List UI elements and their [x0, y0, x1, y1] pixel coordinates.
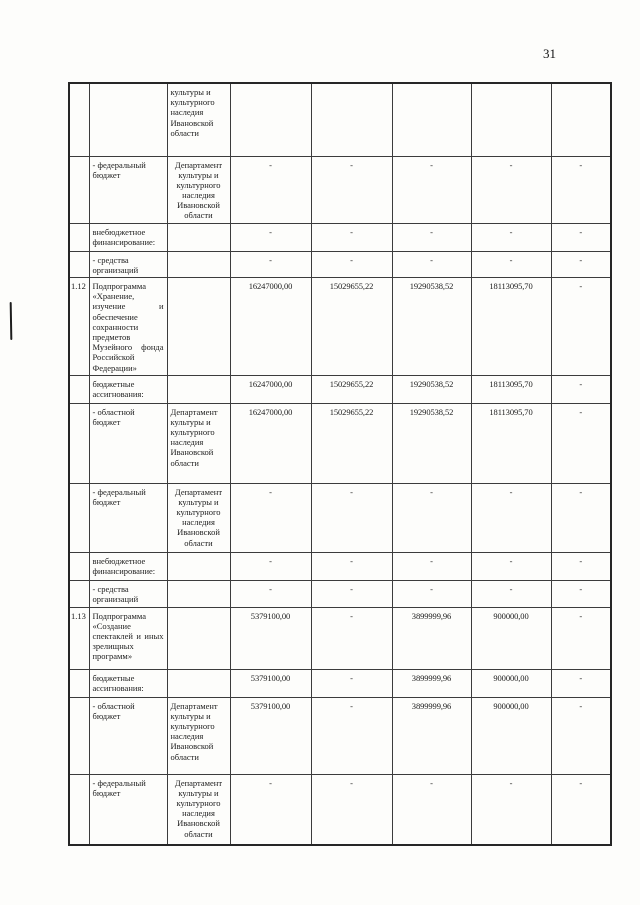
- table-row: [69, 669, 611, 697]
- table-row: [69, 697, 611, 774]
- value-cell: 18113095,70: [471, 403, 551, 483]
- label-cell: - областной бюджет: [89, 403, 167, 483]
- value-cell: -: [471, 552, 551, 580]
- value-cell: -: [311, 156, 392, 223]
- value-cell: 19290538,52: [392, 278, 471, 376]
- table-row: [69, 774, 611, 845]
- value-cell: -: [392, 223, 471, 251]
- row-number-cell: 1.13: [69, 607, 89, 669]
- value-cell: -: [392, 552, 471, 580]
- label-cell: - федеральный бюджет: [89, 156, 167, 223]
- label-cell: - средства организаций: [89, 580, 167, 607]
- value-cell: -: [551, 375, 611, 403]
- value-cell: -: [230, 251, 311, 277]
- value-cell: -: [551, 223, 611, 251]
- agency-cell: [167, 251, 230, 277]
- label-cell: бюджетные ассигнования:: [89, 669, 167, 697]
- value-cell: -: [311, 774, 392, 845]
- row-number-cell: [69, 251, 89, 277]
- value-cell: -: [311, 697, 392, 774]
- row-number-cell: 1.12: [69, 278, 89, 376]
- value-cell: -: [392, 774, 471, 845]
- budget-table: [68, 82, 612, 846]
- value-cell: -: [551, 669, 611, 697]
- agency-cell: [167, 278, 230, 376]
- value-cell: 15029655,22: [311, 403, 392, 483]
- value-cell: 16247000,00: [230, 278, 311, 376]
- agency-cell: [167, 607, 230, 669]
- value-cell: -: [551, 251, 611, 277]
- value-cell: 16247000,00: [230, 375, 311, 403]
- value-cell: 19290538,52: [392, 403, 471, 483]
- row-number-cell: [69, 774, 89, 845]
- value-cell: 16247000,00: [230, 403, 311, 483]
- value-cell: 15029655,22: [311, 375, 392, 403]
- value-cell: -: [471, 774, 551, 845]
- table-body: [69, 83, 611, 845]
- agency-cell: Департамент культуры и культурного наследия Ивановской области: [167, 774, 230, 845]
- table-row: [69, 156, 611, 223]
- table-row: [69, 223, 611, 251]
- agency-cell: [167, 223, 230, 251]
- value-cell: -: [230, 156, 311, 223]
- value-cell: -: [392, 251, 471, 277]
- value-cell: 3899999,96: [392, 697, 471, 774]
- label-cell: - федеральный бюджет: [89, 774, 167, 845]
- agency-cell: [167, 580, 230, 607]
- value-cell: -: [311, 483, 392, 552]
- agency-cell: Департамент культуры и культурного наследия Ивановской области: [167, 697, 230, 774]
- agency-cell: [167, 669, 230, 697]
- value-cell: -: [230, 223, 311, 251]
- value-cell: 900000,00: [471, 607, 551, 669]
- value-cell: -: [392, 156, 471, 223]
- row-number-cell: [69, 403, 89, 483]
- value-cell: -: [311, 552, 392, 580]
- value-cell: 5379100,00: [230, 669, 311, 697]
- row-number-cell: [69, 83, 89, 156]
- agency-cell: [167, 375, 230, 403]
- row-number-cell: [69, 669, 89, 697]
- value-cell: [471, 83, 551, 156]
- value-cell: 15029655,22: [311, 278, 392, 376]
- value-cell: -: [230, 774, 311, 845]
- row-number-cell: [69, 156, 89, 223]
- value-cell: -: [471, 251, 551, 277]
- value-cell: 3899999,96: [392, 607, 471, 669]
- value-cell: -: [230, 580, 311, 607]
- value-cell: -: [551, 552, 611, 580]
- table-row: [69, 83, 611, 156]
- value-cell: -: [471, 483, 551, 552]
- table-row: [69, 278, 611, 376]
- table-row: [69, 483, 611, 552]
- value-cell: 19290538,52: [392, 375, 471, 403]
- value-cell: -: [551, 156, 611, 223]
- value-cell: 18113095,70: [471, 375, 551, 403]
- value-cell: 5379100,00: [230, 607, 311, 669]
- value-cell: -: [230, 552, 311, 580]
- row-number-cell: [69, 375, 89, 403]
- table-row: [69, 375, 611, 403]
- value-cell: -: [311, 251, 392, 277]
- label-cell: - федеральный бюджет: [89, 483, 167, 552]
- value-cell: -: [551, 483, 611, 552]
- value-cell: -: [551, 278, 611, 376]
- table-row: [69, 251, 611, 277]
- value-cell: -: [311, 223, 392, 251]
- value-cell: -: [392, 483, 471, 552]
- label-cell: Подпрограмма «Создание спектаклей и иных зрелищных программ»: [89, 607, 167, 669]
- value-cell: [551, 83, 611, 156]
- label-cell: бюджетные ассигнования:: [89, 375, 167, 403]
- label-cell: Подпрограмма «Хранение, изучение и обеспечение сохранности предметов Музейного фонда Российской Федерации»: [89, 278, 167, 376]
- value-cell: -: [230, 483, 311, 552]
- value-cell: 3899999,96: [392, 669, 471, 697]
- page-number: 31: [543, 46, 556, 61]
- table-row: [69, 580, 611, 607]
- value-cell: [230, 83, 311, 156]
- label-cell: - областной бюджет: [89, 697, 167, 774]
- value-cell: -: [471, 156, 551, 223]
- row-number-cell: [69, 580, 89, 607]
- value-cell: -: [392, 580, 471, 607]
- value-cell: 900000,00: [471, 669, 551, 697]
- value-cell: [392, 83, 471, 156]
- agency-cell: Департамент культуры и культурного наследия Ивановской области: [167, 403, 230, 483]
- value-cell: -: [471, 223, 551, 251]
- agency-cell: Департамент культуры и культурного наследия Ивановской области: [167, 156, 230, 223]
- row-number-cell: [69, 552, 89, 580]
- label-cell: [89, 83, 167, 156]
- row-number-cell: [69, 697, 89, 774]
- agency-cell: Департамент культуры и культурного наследия Ивановской области: [167, 483, 230, 552]
- label-cell: - средства организаций: [89, 251, 167, 277]
- label-cell: внебюджетное финансирование:: [89, 552, 167, 580]
- label-cell: внебюджетное финансирование:: [89, 223, 167, 251]
- table-row: [69, 552, 611, 580]
- row-number-cell: [69, 483, 89, 552]
- agency-cell: культуры и культурного наследия Ивановской области: [167, 83, 230, 156]
- value-cell: 5379100,00: [230, 697, 311, 774]
- value-cell: -: [311, 580, 392, 607]
- value-cell: -: [311, 607, 392, 669]
- value-cell: -: [471, 580, 551, 607]
- scan-artifact-line: [10, 302, 13, 340]
- value-cell: 18113095,70: [471, 278, 551, 376]
- agency-cell: [167, 552, 230, 580]
- table-row: [69, 607, 611, 669]
- value-cell: -: [551, 403, 611, 483]
- row-number-cell: [69, 223, 89, 251]
- value-cell: -: [551, 774, 611, 845]
- table-row: [69, 403, 611, 483]
- value-cell: -: [551, 580, 611, 607]
- value-cell: -: [551, 697, 611, 774]
- value-cell: -: [551, 607, 611, 669]
- value-cell: -: [311, 669, 392, 697]
- value-cell: [311, 83, 392, 156]
- value-cell: 900000,00: [471, 697, 551, 774]
